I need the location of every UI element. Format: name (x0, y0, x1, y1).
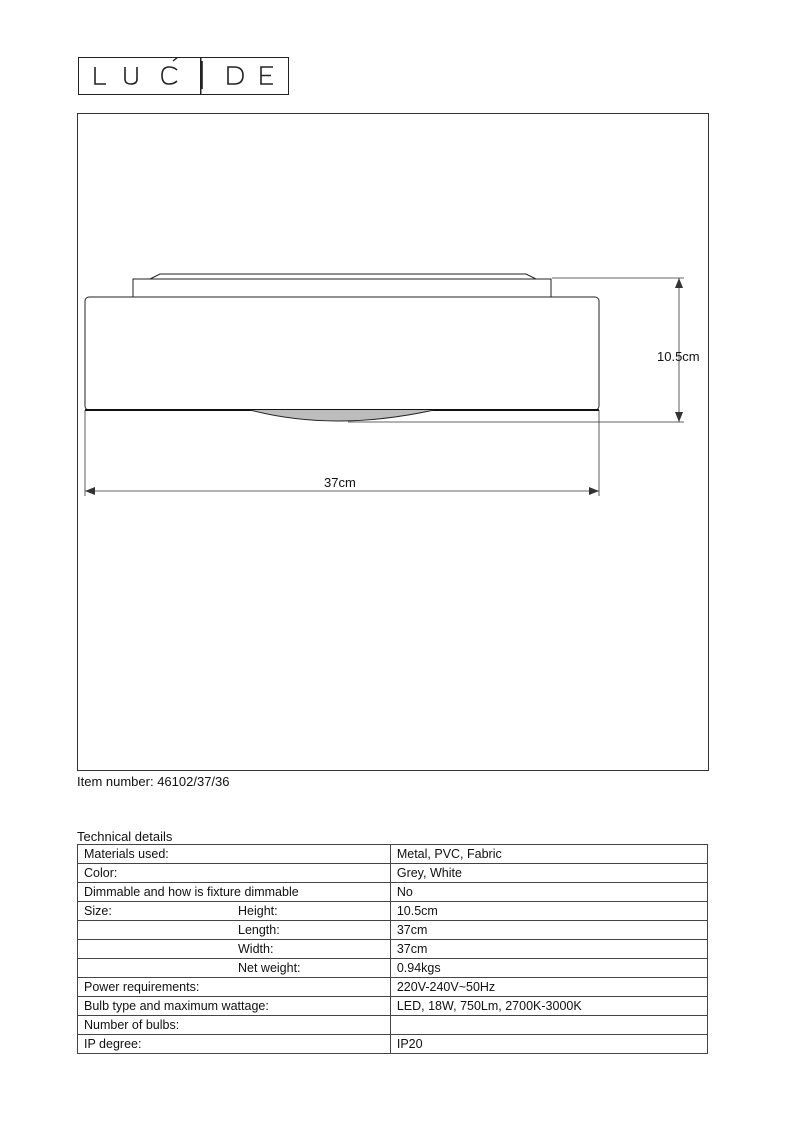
spec-label-cell (78, 902, 391, 921)
spec-sublabel: Width: (238, 942, 274, 956)
technical-details-title: Technical details (77, 829, 173, 844)
spec-value: 0.94kgs (390, 959, 707, 978)
fixture-drawing (78, 114, 710, 772)
spec-value: IP20 (390, 1035, 707, 1054)
spec-row (78, 921, 708, 940)
spec-value (390, 1016, 707, 1035)
spec-value: 37cm (390, 921, 707, 940)
spec-row (78, 845, 708, 864)
spec-row (78, 997, 708, 1016)
spec-label: Bulb type and maximum wattage: (84, 999, 269, 1013)
spec-value: Metal, PVC, Fabric (390, 845, 707, 864)
spec-label-cell (78, 959, 391, 978)
spec-row (78, 940, 708, 959)
spec-value: 10.5cm (390, 902, 707, 921)
spec-label-cell (78, 864, 391, 883)
spec-row (78, 883, 708, 902)
spec-label-cell (78, 921, 391, 940)
spec-value: LED, 18W, 750Lm, 2700K-3000K (390, 997, 707, 1016)
lucide-logo-mark (78, 57, 289, 95)
spec-label-cell (78, 1035, 391, 1054)
technical-details-table (77, 844, 708, 1054)
width-dimension-label: 37cm (324, 475, 356, 490)
spec-label: Color: (84, 866, 118, 880)
spec-row (78, 864, 708, 883)
spec-value: Grey, White (390, 864, 707, 883)
spec-label-cell (78, 940, 391, 959)
item-number: Item number: 46102/37/36 (77, 774, 230, 789)
spec-label: Size: (84, 904, 112, 918)
spec-row (78, 902, 708, 921)
spec-row (78, 959, 708, 978)
spec-sublabel: Length: (238, 923, 280, 937)
spec-label-cell (78, 1016, 391, 1035)
spec-label-cell (78, 997, 391, 1016)
spec-value: 37cm (390, 940, 707, 959)
spec-label-cell (78, 845, 391, 864)
spec-label: Number of bulbs: (84, 1018, 180, 1032)
spec-row (78, 978, 708, 997)
spec-sublabel: Height: (238, 904, 278, 918)
spec-value: 220V-240V~50Hz (390, 978, 707, 997)
spec-label-cell (78, 883, 391, 902)
spec-label: Power requirements: (84, 980, 200, 994)
spec-value: No (390, 883, 707, 902)
brand-logo (78, 57, 289, 95)
height-dimension-label: 10.5cm (657, 349, 700, 364)
spec-row (78, 1035, 708, 1054)
spec-label: Dimmable and how is fixture dimmable (84, 885, 299, 899)
technical-drawing-frame (77, 113, 709, 771)
spec-label: Materials used: (84, 847, 169, 861)
spec-label-cell (78, 978, 391, 997)
spec-row (78, 1016, 708, 1035)
spec-label: IP degree: (84, 1037, 142, 1051)
spec-sublabel: Net weight: (238, 961, 301, 975)
